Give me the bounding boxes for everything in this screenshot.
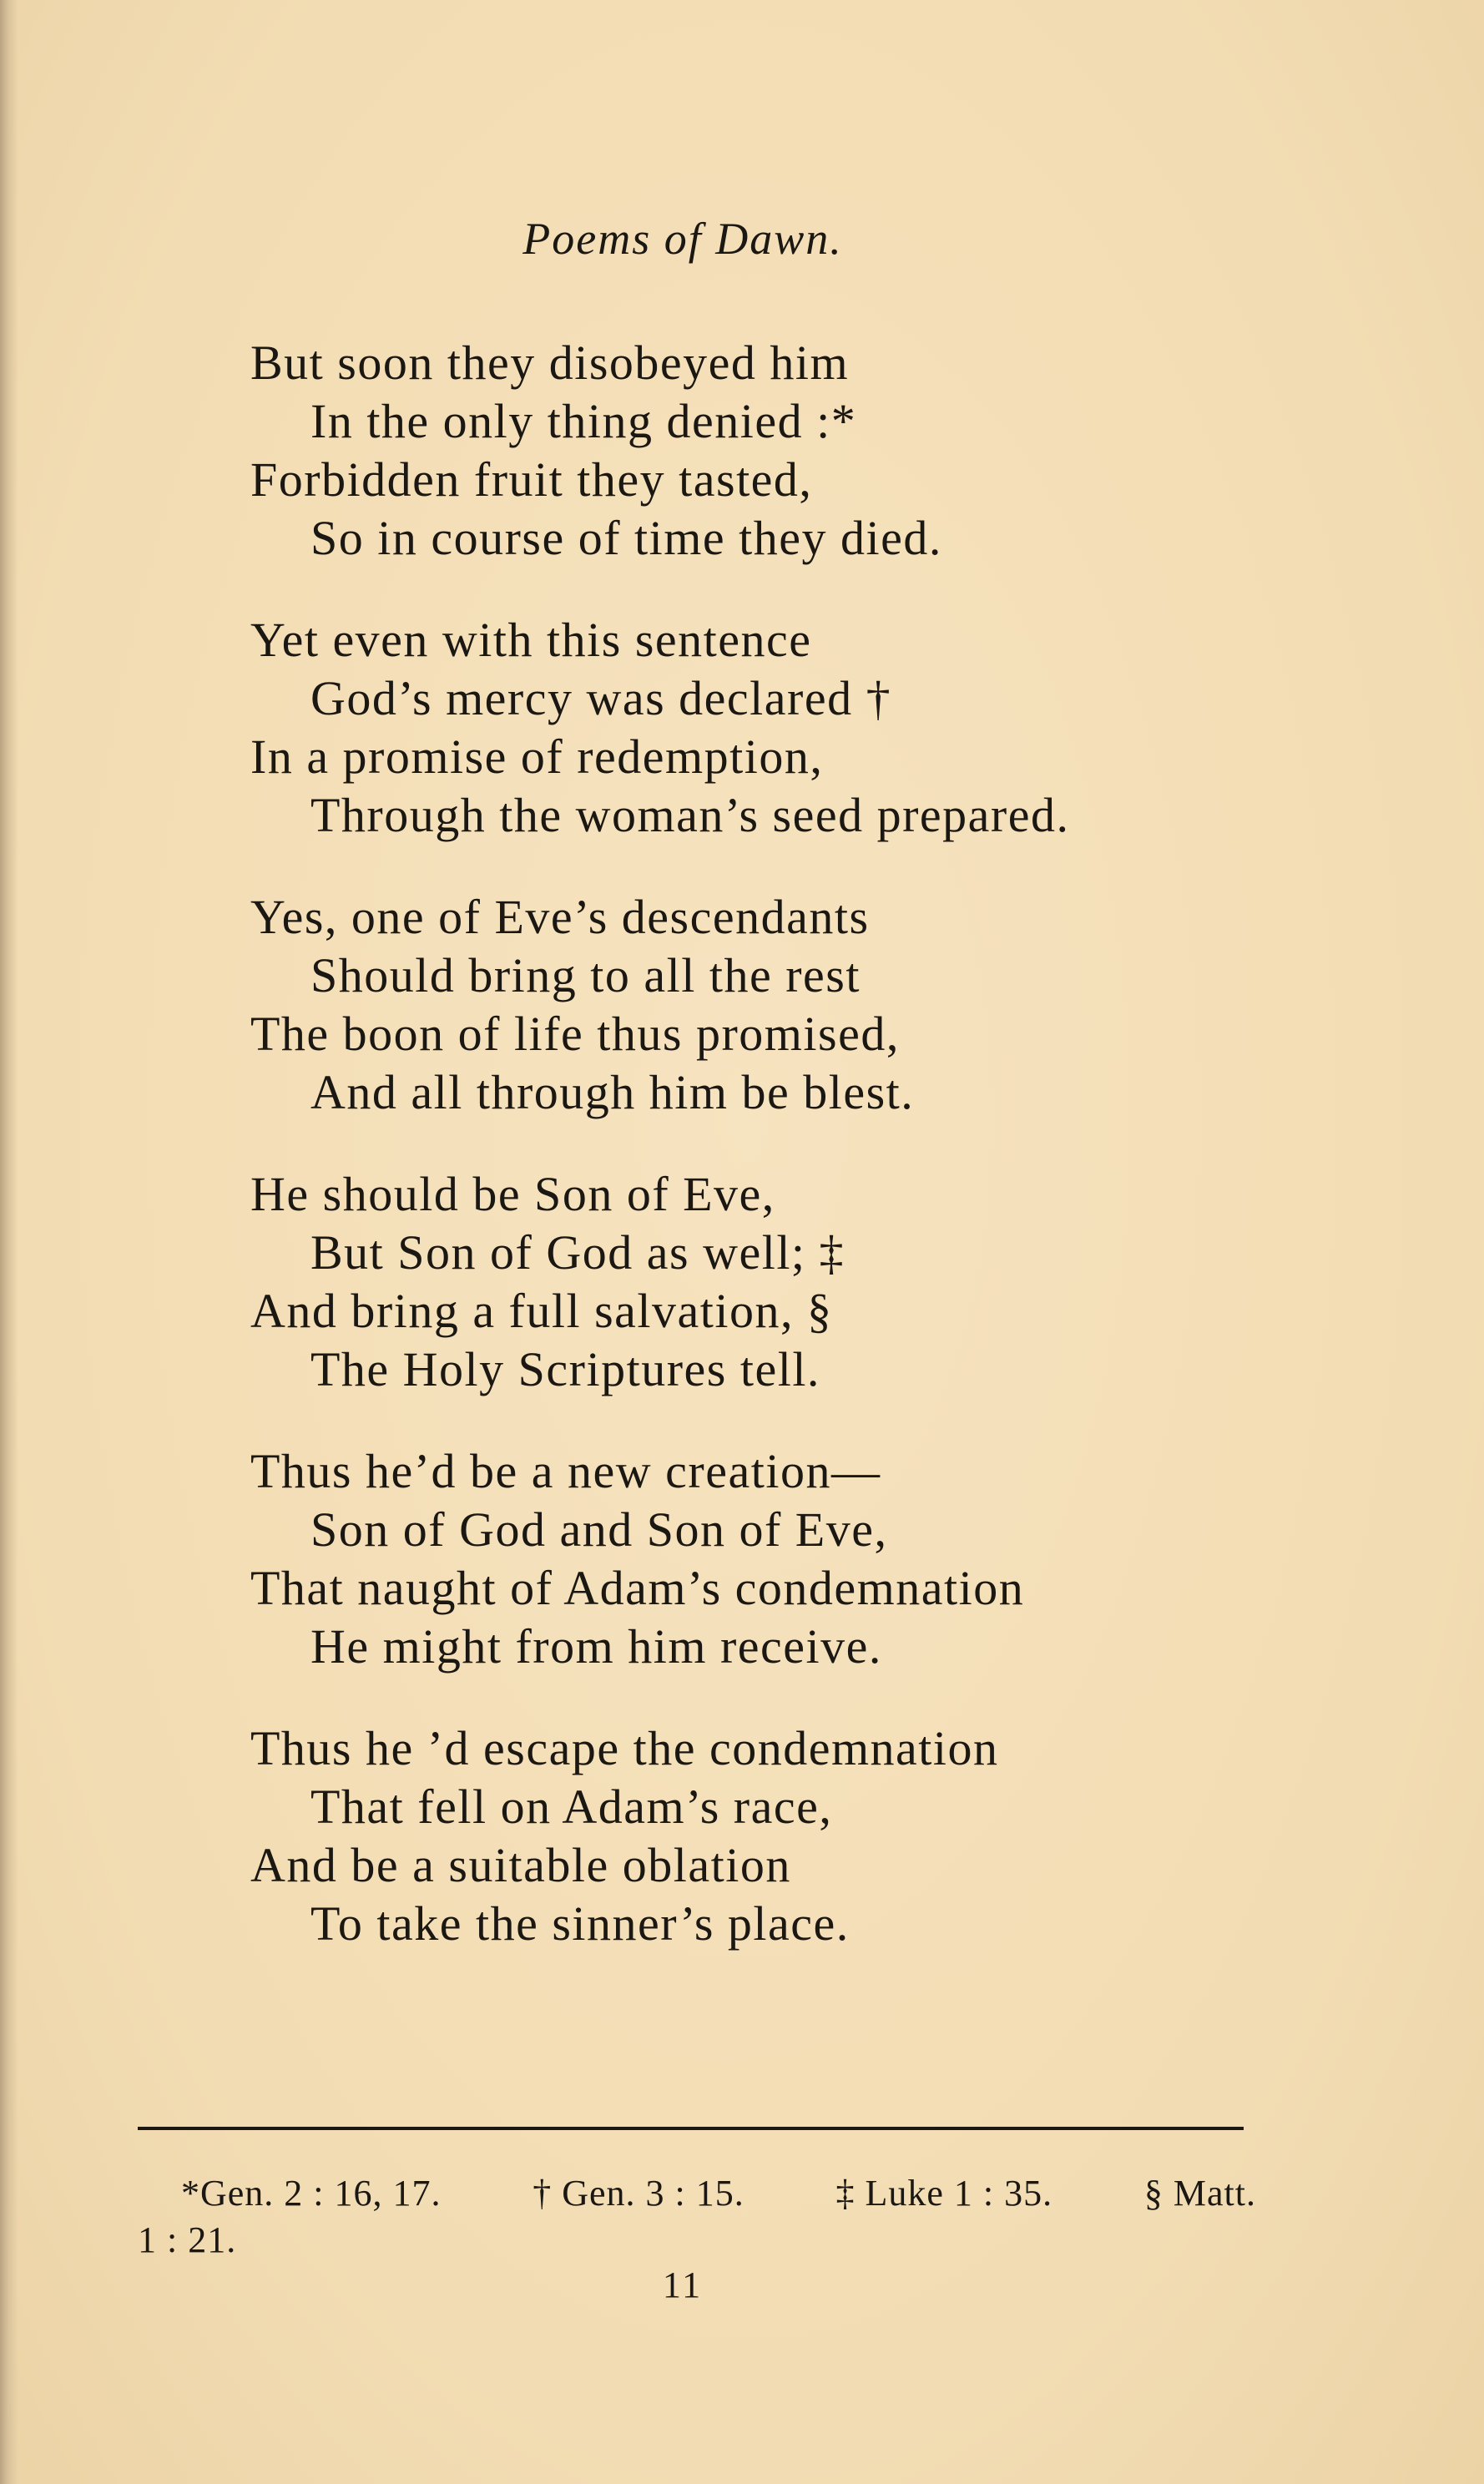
stanza bbox=[250, 1442, 1294, 1676]
footnote-gen-3: † Gen. 3 : 15. bbox=[533, 2173, 745, 2214]
poem-body bbox=[250, 334, 1294, 1997]
verse-line: The boon of life thus promised, bbox=[250, 1007, 900, 1061]
stanza bbox=[250, 334, 1294, 568]
footnote-luke-1: ‡ Luke 1 : 35. bbox=[835, 2173, 1053, 2214]
verse-line: Son of God and Son of Eve, bbox=[310, 1502, 888, 1557]
footnote-gen-2: *Gen. 2 : 16, 17. bbox=[181, 2173, 442, 2214]
stanza bbox=[250, 611, 1294, 845]
verse-line: But soon they disobeyed him bbox=[250, 336, 850, 390]
verse-line: Should bring to all the rest bbox=[310, 948, 861, 1002]
verse-line: So in course of time they died. bbox=[310, 511, 942, 565]
footnotes bbox=[138, 2170, 1256, 2264]
verse-line: The Holy Scriptures tell. bbox=[310, 1342, 820, 1396]
verse-line: He might from him receive. bbox=[310, 1619, 882, 1674]
verse-line: In a promise of redemption, bbox=[250, 730, 824, 784]
verse-line: Through the woman’s seed prepared. bbox=[310, 788, 1070, 842]
verse-line: And bring a full salvation, § bbox=[250, 1284, 833, 1338]
footnote-rule bbox=[138, 2127, 1244, 2130]
verse-line: Thus he ’d escape the condemnation bbox=[250, 1721, 999, 1775]
verse-line: But Son of God as well; ‡ bbox=[310, 1225, 845, 1280]
verse-line: He should be Son of Eve, bbox=[250, 1167, 775, 1221]
verse-line: Yet even with this sentence bbox=[250, 613, 812, 667]
verse-line: And be a suitable oblation bbox=[250, 1838, 791, 1892]
verse-line: And all through him be blest. bbox=[310, 1065, 915, 1119]
spine-shadow bbox=[0, 0, 18, 2484]
verse-line: God’s mercy was declared † bbox=[310, 671, 892, 725]
page-number: 11 bbox=[662, 2264, 704, 2305]
footnote-matt: § Matt. bbox=[1143, 2173, 1256, 2214]
verse-line: Thus he’d be a new creation— bbox=[250, 1444, 881, 1498]
verse-line: In the only thing denied :* bbox=[310, 394, 857, 448]
stanza bbox=[250, 888, 1294, 1122]
footnote-line bbox=[138, 2170, 1256, 2217]
verse-line: Forbidden fruit they tasted, bbox=[250, 452, 813, 507]
footnote-continuation: 1 : 21. bbox=[138, 2219, 237, 2260]
verse-line: That naught of Adam’s condemnation bbox=[250, 1561, 1025, 1615]
running-head: Poems of Dawn. bbox=[522, 214, 843, 264]
verse-line: To take the sinner’s place. bbox=[310, 1896, 850, 1951]
stanza bbox=[250, 1719, 1294, 1953]
verse-line: That fell on Adam’s race, bbox=[310, 1780, 833, 1834]
verse-line: Yes, one of Eve’s descendants bbox=[250, 890, 870, 944]
stanza bbox=[250, 1165, 1294, 1399]
